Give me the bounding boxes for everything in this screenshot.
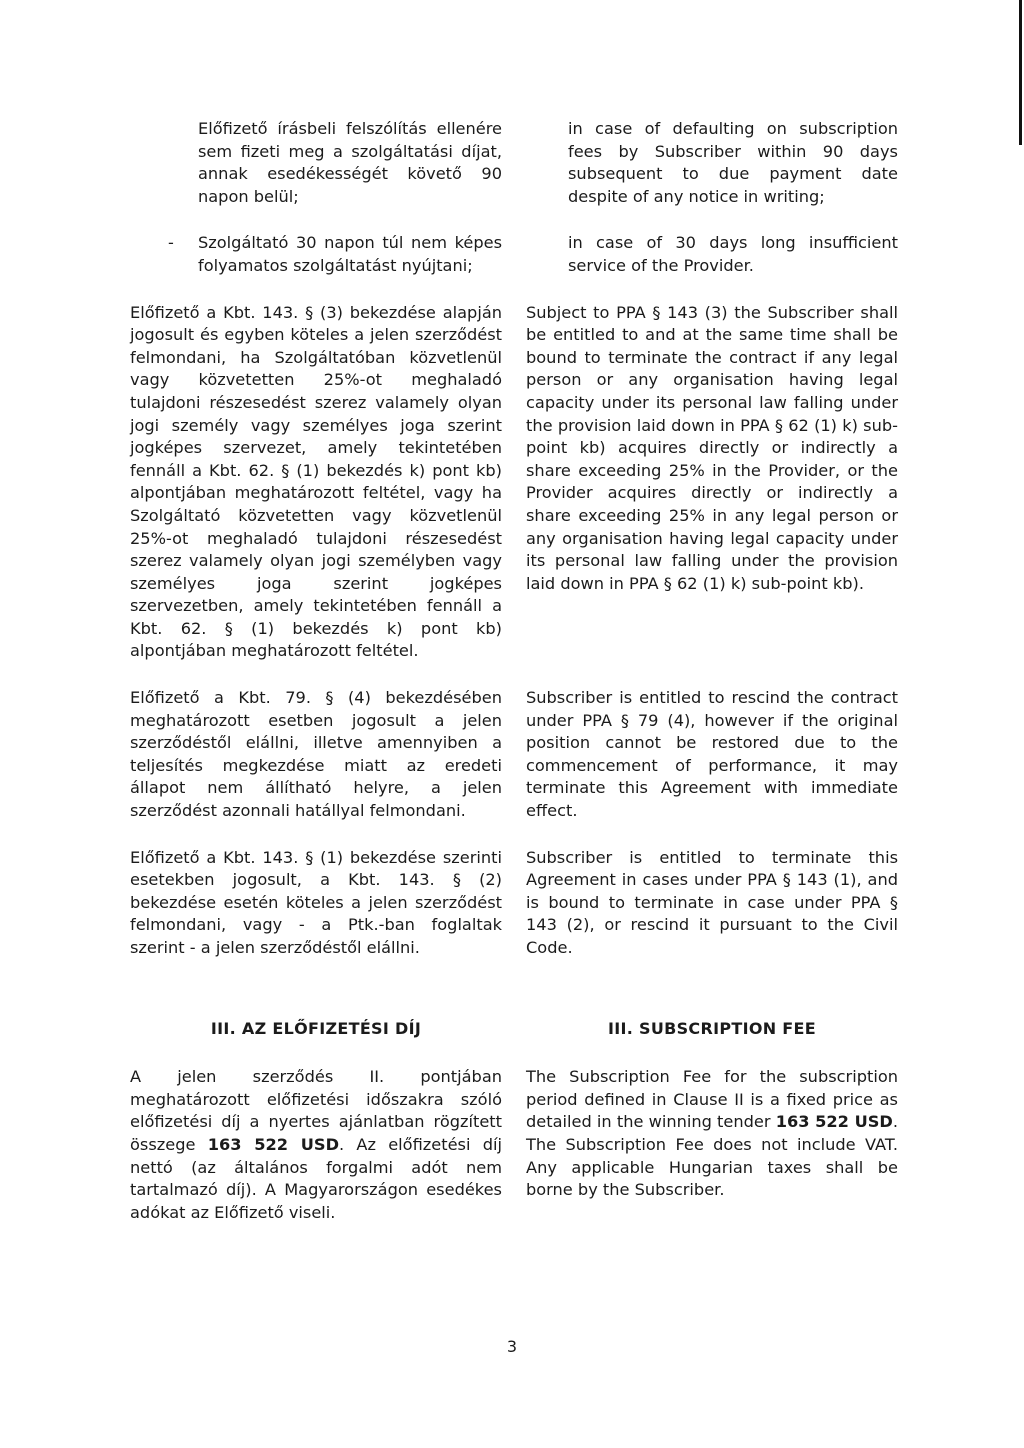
hu-text: [130, 232, 502, 277]
en-paragraph: Subscriber is entitled to rescind the contract under PPA § 79 (4), however if the original position cannot be restored due to the commencement of performance, it may terminate this Agreement with immediate effect.: [526, 688, 898, 821]
hu-text: [130, 847, 502, 960]
hu-paragraph: Előfizető a Kbt. 79. § (4) bekezdésében meghatározott esetben jogosult a jelen szerződéstől elállni, illetve amennyiben a teljesítés megkezdése miatt az eredeti állapot nem állítható helyre, a jelen szerződést azonnali hatállyal felmondani.: [130, 688, 502, 821]
hu-text: [130, 687, 502, 823]
hu-paragraph: Előfizető írásbeli felszólítás ellenére sem fizeti meg a szolgáltatási díjat, annak esedékességét követő 90 napon belül;: [198, 119, 502, 206]
scan-edge-line: [1019, 0, 1022, 145]
en-fee-text-end: . The Subscription Fee does not include VAT. Any applicable Hungarian taxes shall be borne by the Subscriber.: [526, 1112, 898, 1200]
clause-row-service: [130, 232, 898, 277]
clause-row-defaulting: [130, 118, 898, 208]
hu-paragraph: Szolgáltató 30 napon túl nem képes folyamatos szolgáltatást nyújtani;: [198, 233, 502, 275]
en-paragraph: Subscriber is entitled to terminate this Agreement in cases under PPA § 143 (1), and is bound to terminate in case under PPA § 143 (2), or rescind it pursuant to the Civil Code.: [526, 847, 898, 957]
hu-text: [130, 118, 502, 208]
en-text: [526, 847, 898, 960]
clause-row-ppa-143-3: [130, 302, 898, 664]
hu-paragraph: Előfizető a Kbt. 143. § (3) bekezdése alapján jogosult és egyben köteles a jelen szerződést felmondani, ha Szolgáltatóban közvetlenül vagy közvetetten 25%-ot meghaladó tulajdoni részesedést szerez valamely olyan jogi személy vagy személyes joga szerint jogképes szervezet, amely tekintetében fennáll a Kbt. 62. § (1) bekezdés k) pont kb) alpontjában meghatározott feltétel, vagy ha Szolgáltató közvetetten vagy közvetlenül 25%-ot meghaladó tulajdoni részesedést szerez valamely olyan jogi személyben vagy személyes joga szerint jogképes szervezetben, amely tekintetében fennáll a Kbt. 62. § (1) bekezdés k) pont kb) alpontjában meghatározott feltétel.: [130, 302, 502, 661]
en-text: [526, 1066, 898, 1224]
section-heading-row: [130, 1018, 898, 1041]
clause-row-ppa-143-1: [130, 847, 898, 960]
en-text: [506, 118, 898, 208]
clause-row-ppa-79-4: [130, 687, 898, 823]
subscription-fee-row: [130, 1066, 898, 1224]
hu-fee-text-start: A jelen szerződés II. pontjában meghatározott előfizetési időszakra szóló előfizetési díj a nyertes ajánlatban rögzített összege: [130, 1067, 502, 1154]
en-paragraph: Subject to PPA § 143 (3) the Subscriber shall be entitled to and at the same time shall be bound to terminate the contract if any legal person or any organisation having legal capacity under its personal law falling under the provision laid down in PPA § 62 (1) k) sub-point kb) acquires directly or indirectly a share exceeding 25% in the Provider, or the Provider acquires directly or indirectly a share exceeding 25% in any legal person or any organisation having legal capacity under its personal law falling under the provision laid down in PPA § 62 (1) k) sub-point kb).: [526, 302, 898, 593]
page-number: 3: [506, 1337, 518, 1356]
section-title-hu: III. AZ ELŐFIZETÉSI DÍJ: [210, 1018, 422, 1038]
hu-paragraph: Előfizető a Kbt. 143. § (1) bekezdése szerinti esetekben jogosult, a Kbt. 143. § (2) bekezdése esetén köteles a jelen szerződést felmondani, vagy - a Ptk.-ban foglaltak szerint - a jelen szerződéstől elállni.: [130, 847, 502, 957]
hu-text: [130, 1066, 502, 1224]
hu-text: [130, 302, 502, 664]
en-paragraph: in case of 30 days long insufficient service of the Provider.: [568, 233, 898, 275]
fee-amount: 163 522 USD: [207, 1134, 340, 1154]
section-title-en: III. SUBSCRIPTION FEE: [607, 1018, 816, 1038]
list-dash: -: [168, 233, 174, 253]
fee-amount: 163 522 USD: [775, 1112, 893, 1132]
en-fee-text-start: The Subscription Fee for the subscription period defined in Clause II is a fixed price as detailed in the winning tender: [526, 1067, 898, 1132]
en-paragraph: in case of defaulting on subscription fees by Subscriber within 90 days subsequent to due payment date despite of any notice in writing;: [568, 119, 898, 206]
hu-fee-text-end: . Az előfizetési díj nettó (az általános forgalmi adót nem tartalmazó díj). A Magyarországon esedékes adókat az Előfizető viseli.: [130, 1134, 502, 1222]
en-text: [526, 687, 898, 823]
en-text: [506, 232, 898, 277]
en-text: [526, 302, 898, 664]
document-page: [130, 118, 898, 1224]
